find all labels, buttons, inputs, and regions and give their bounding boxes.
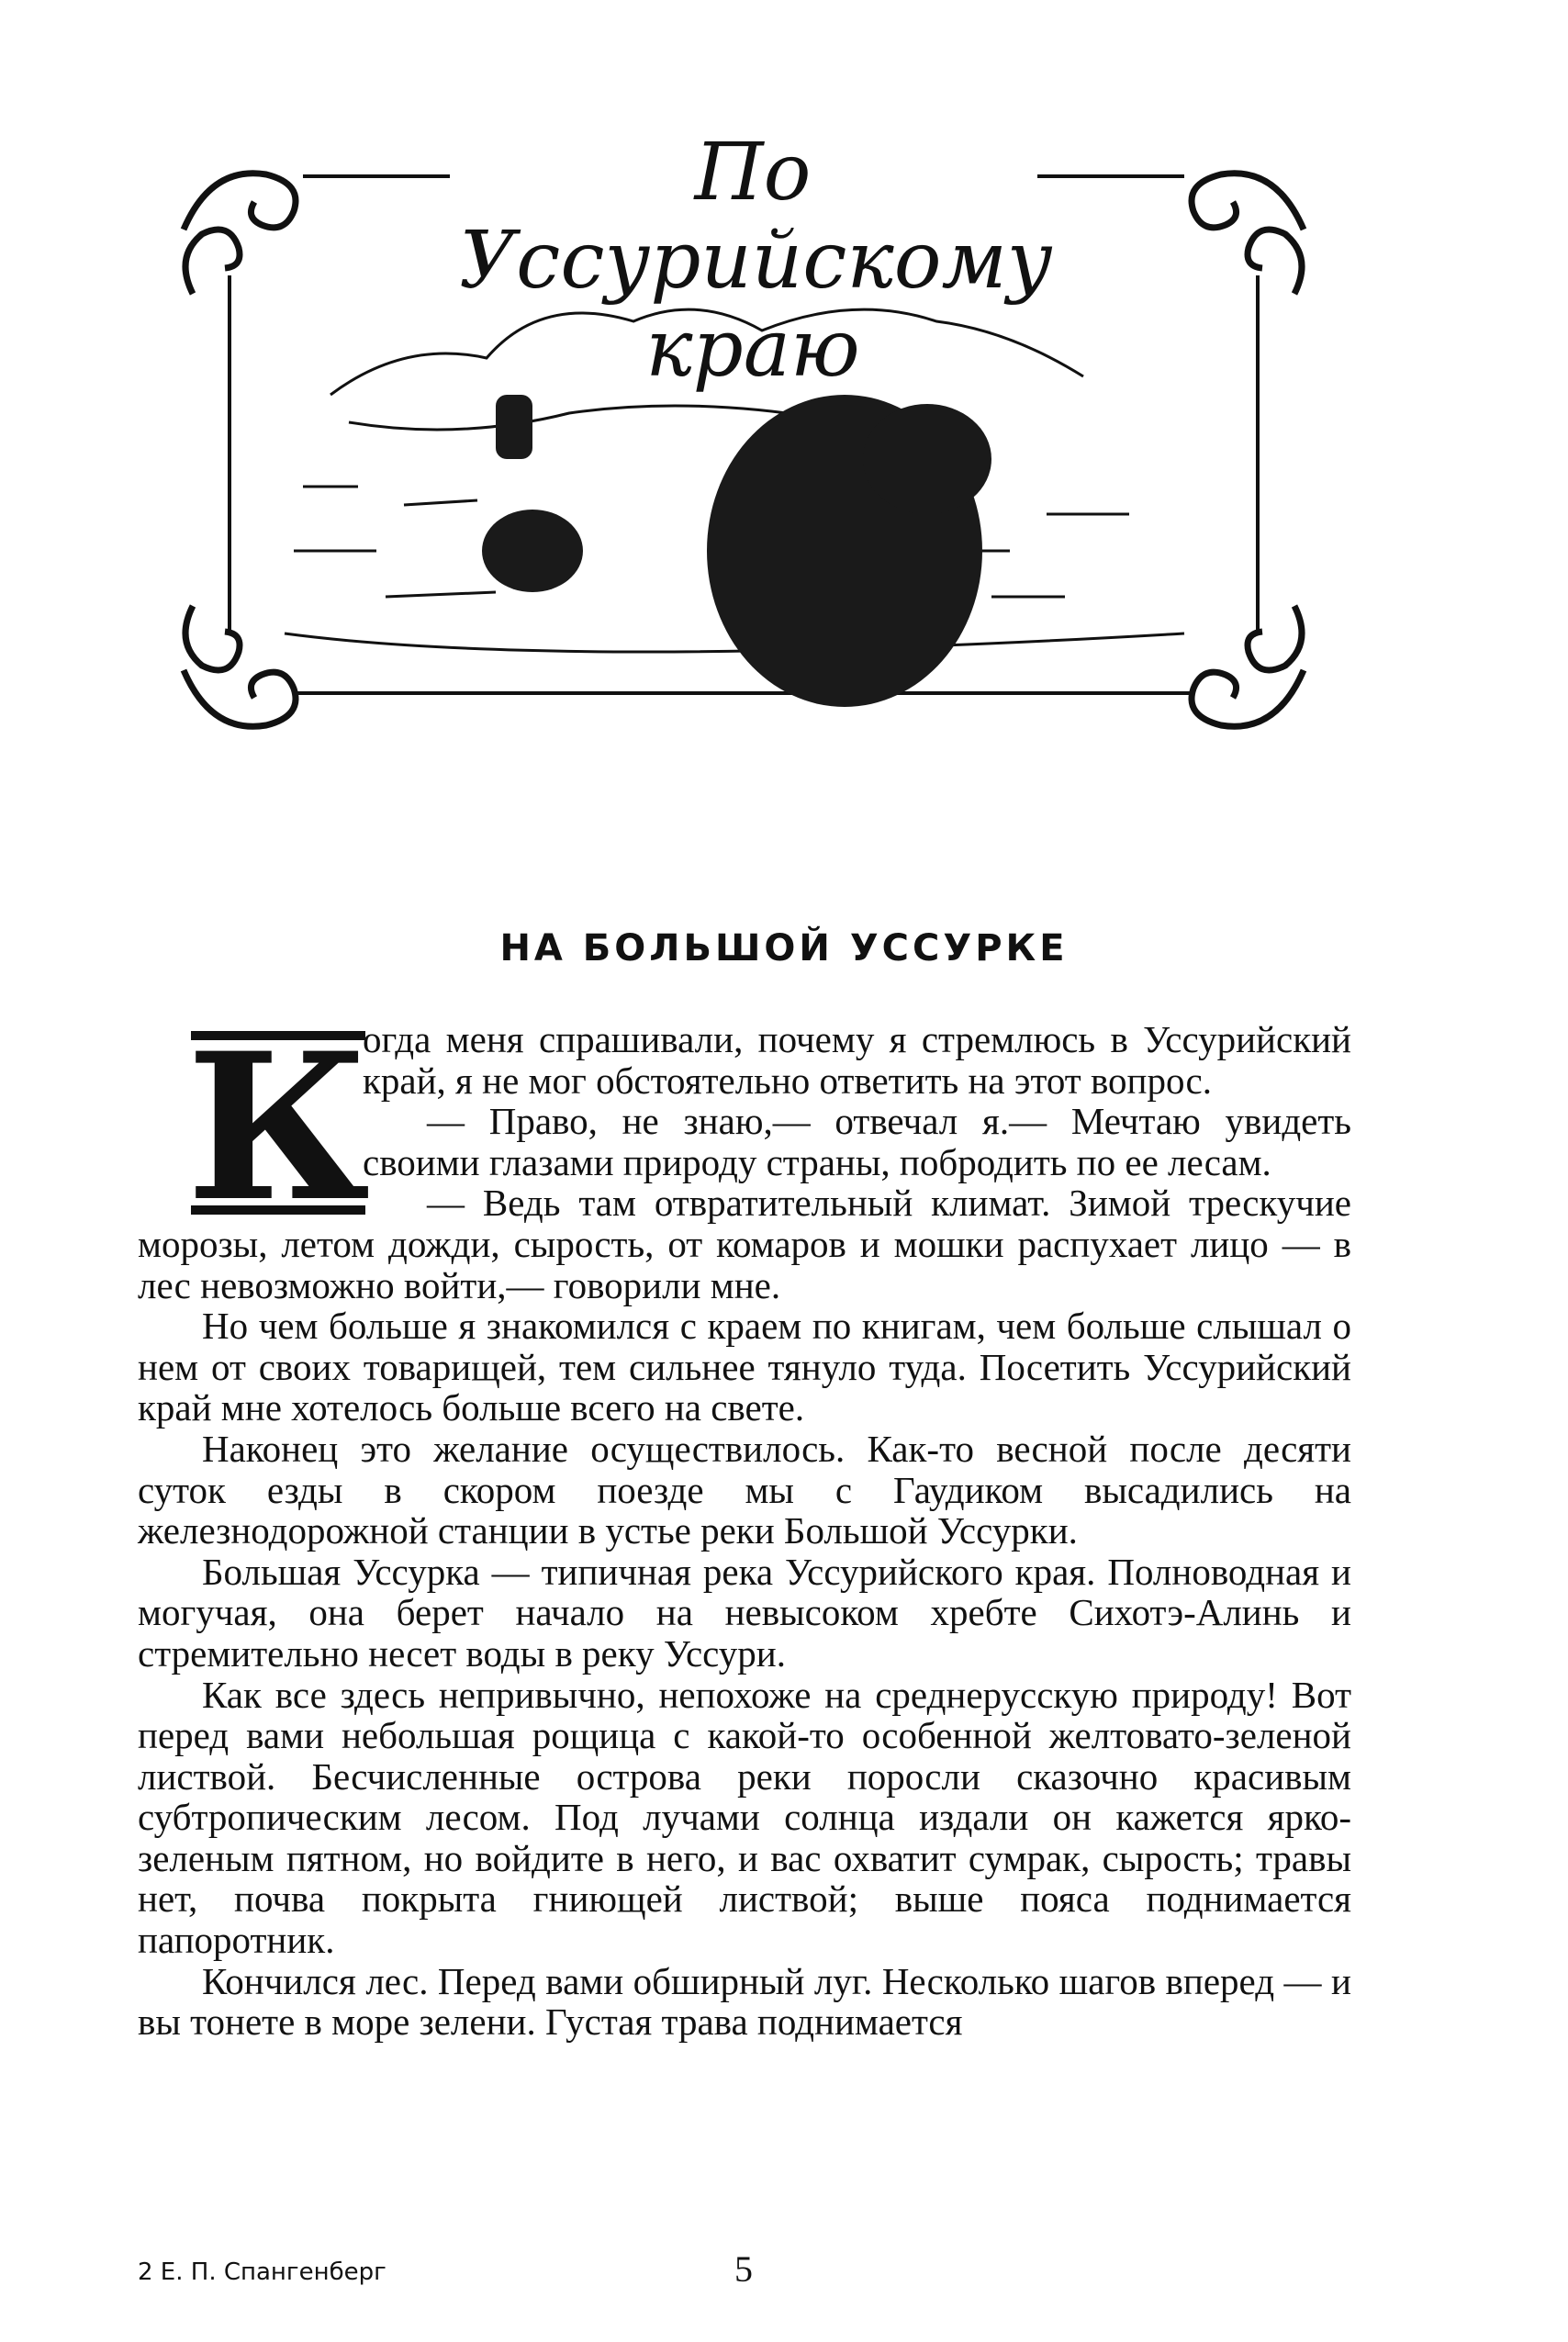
body-text — [138, 1019, 1351, 2043]
section-title-line-1: По Уссурийскому — [459, 127, 1053, 307]
section-title-line-2: краю — [645, 303, 860, 395]
paragraph-3: — Ведь там отвратительный климат. Зимой трескучие морозы, летом дожди, сырость, от комаров и мошки распухает лицо — в лес невозможно войти,— говорили мне. — [138, 1182, 1351, 1306]
section-title — [459, 127, 1053, 395]
chapter-heading: НА БОЛЬШОЙ УССУРКЕ — [499, 927, 1069, 969]
page-number: 5 — [734, 2248, 753, 2290]
bear-illustration — [482, 395, 991, 707]
paragraph-1: огда меня спрашивали, почему я стремлюсь в Уссурийский край, я не мог обстоятельно ответить на этот вопрос. — [363, 1018, 1351, 1102]
paragraph-5: Наконец это желание осуществилось. Как-то весной после десяти суток езды в скором поезде мы с Гаудиком высадились на железнодорожной станции в устье реки Большой Уссурки. — [138, 1427, 1351, 1552]
footer-signature: 2 Е. П. Спангенберг — [138, 2258, 386, 2286]
paragraph-2: — Право, не знаю,— отвечал я.— Мечтаю увидеть своими глазами природу страны, побродить по ее лесам. — [363, 1100, 1351, 1183]
dropcap-glyph: К — [185, 1024, 371, 1221]
paragraph-7: Как все здесь непривычно, непохоже на среднерусскую природу! Вот перед вами небольшая рощица с какой-то особенной желтовато-зеленой листвой. Бесчисленные острова реки поросли сказочно красивым субтропическим лесом. Под лучами солнца издали он кажется ярко-зеленым пятном, но войдите в него, и вас охватит сумрак, сырость; травы нет, почва покрыта гниющей листвой; выше пояса поднимается папоротник. — [138, 1673, 1351, 1962]
paragraph-6: Большая Уссурка — типичная река Уссурийского края. Полноводная и могучая, она берет начало на невысоком хребте Сихотэ-Алинь и стремительно несет воды в реку Уссури. — [138, 1550, 1351, 1675]
paragraph-8: Кончился лес. Перед вами обширный луг. Несколько шагов вперед — и вы тонете в море зелени. Густая трава поднимается — [138, 1959, 1351, 2044]
paragraph-4: Но чем больше я знакомился с краем по книгам, чем больше слышал о нем от своих товарищей, тем сильнее тянуло туда. Посетить Уссурийский край мне хотелось больше всего на свете. — [138, 1305, 1351, 1429]
dropcap-spacer — [138, 1019, 363, 1223]
